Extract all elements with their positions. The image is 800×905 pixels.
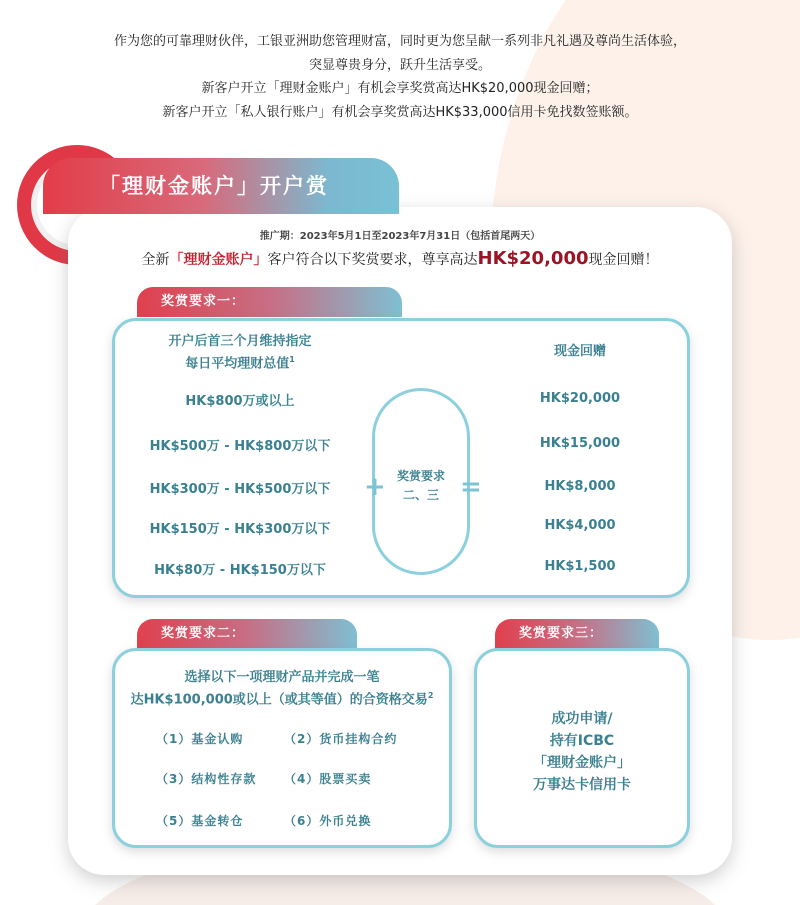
- req2-option-2: （2）货币挂构合约: [284, 732, 398, 746]
- req1-footnote-1: 1: [289, 355, 295, 364]
- req1-tab: 奖赏要求一：: [137, 287, 402, 317]
- req1-capsule-text: [372, 467, 470, 505]
- req1-col-left-line2-wrap: [130, 351, 350, 373]
- promo-headline: [68, 248, 732, 269]
- req1-reward-5: HK$1,500: [544, 559, 616, 574]
- req2-option-3: （3）结构性存款: [156, 772, 257, 786]
- req3-text: [477, 708, 687, 796]
- req1-range-2: HK$500万 - HK$800万以下: [149, 439, 331, 454]
- req1-col-left-line1: 开户后首三个月维持指定: [168, 334, 312, 349]
- req2-heading-line2: 达HK$100,000或以上（或其等值）的合资格交易: [130, 692, 428, 708]
- req3-line3: 「理财金账户」: [533, 755, 631, 771]
- plus-icon: +: [364, 472, 386, 502]
- req1-col-left-line2: 每日平均理财总值: [185, 356, 290, 372]
- intro-line-4: 新客户开立「私人银行账户」有机会享奖赏高达HK$33,000信用卡免找数签账额。: [162, 104, 638, 120]
- req3-line1: 成功申请/: [551, 711, 613, 727]
- req1-reward-1: HK$20,000: [539, 391, 621, 406]
- intro-text: [0, 30, 800, 124]
- req3-line2: 持有ICBC: [549, 733, 615, 749]
- headline-mid: 客户符合以下奖赏要求，尊享高达: [267, 252, 478, 268]
- equals-icon: =: [460, 472, 482, 502]
- req2-option-4: （4）股票买卖: [284, 772, 372, 786]
- req2-heading: [112, 669, 452, 709]
- req2-heading-line2-wrap: [112, 687, 452, 709]
- req1-reward-2: HK$15,000: [539, 436, 621, 451]
- intro-line-3: 新客户开立「理财金账户」有机会享奖赏高达HK$20,000现金回赠；: [201, 81, 599, 96]
- req1-col-left-header: [130, 333, 350, 373]
- req1-range-4: HK$150万 - HK$300万以下: [149, 522, 331, 537]
- headline-account: 「理财金账户」: [169, 252, 268, 268]
- req1-capsule-line1: 奖赏要求: [396, 469, 445, 483]
- req2-heading-line1: 选择以下一项理财产品并完成一笔: [184, 670, 380, 685]
- headline-pre: 全新: [141, 252, 170, 268]
- intro-line-1: 作为您的可靠理财伙伴，工银亚洲助您管理财富，同时更为您呈献一系列非凡礼遇及尊尚生活体验，: [113, 34, 686, 49]
- req1-range-1: HK$800万或以上: [185, 394, 295, 409]
- req1-reward-3: HK$8,000: [544, 479, 616, 494]
- req2-option-1: （1）基金认购: [156, 732, 244, 746]
- req1-col-right-header: 现金回赠: [553, 344, 606, 359]
- req3-tab: 奖赏要求三：: [495, 619, 659, 649]
- req2-footnote-2: 2: [427, 691, 434, 700]
- req2-option-6: （6）外币兑换: [284, 814, 372, 828]
- headline-post: 现金回赠！: [588, 252, 659, 268]
- req1-capsule-line2: 二、三: [402, 488, 439, 502]
- req2-tab: 奖赏要求二：: [137, 619, 357, 649]
- headline-amount: HK$20,000: [477, 248, 589, 269]
- req3-line4: 万事达卡信用卡: [533, 777, 631, 793]
- req1-range-5: HK$80万 - HK$150万以下: [154, 563, 326, 578]
- promo-period: 推广期：2023年5月1日至2023年7月31日（包括首尾两天）: [259, 231, 541, 242]
- intro-line-2: 突显尊贵身分，跃升生活享受。: [308, 57, 491, 73]
- req2-option-5: （5）基金转仓: [156, 814, 244, 828]
- section-banner: 「理财金账户」开户赏: [43, 158, 399, 214]
- req1-range-3: HK$300万 - HK$500万以下: [149, 482, 331, 497]
- req1-reward-4: HK$4,000: [544, 518, 616, 533]
